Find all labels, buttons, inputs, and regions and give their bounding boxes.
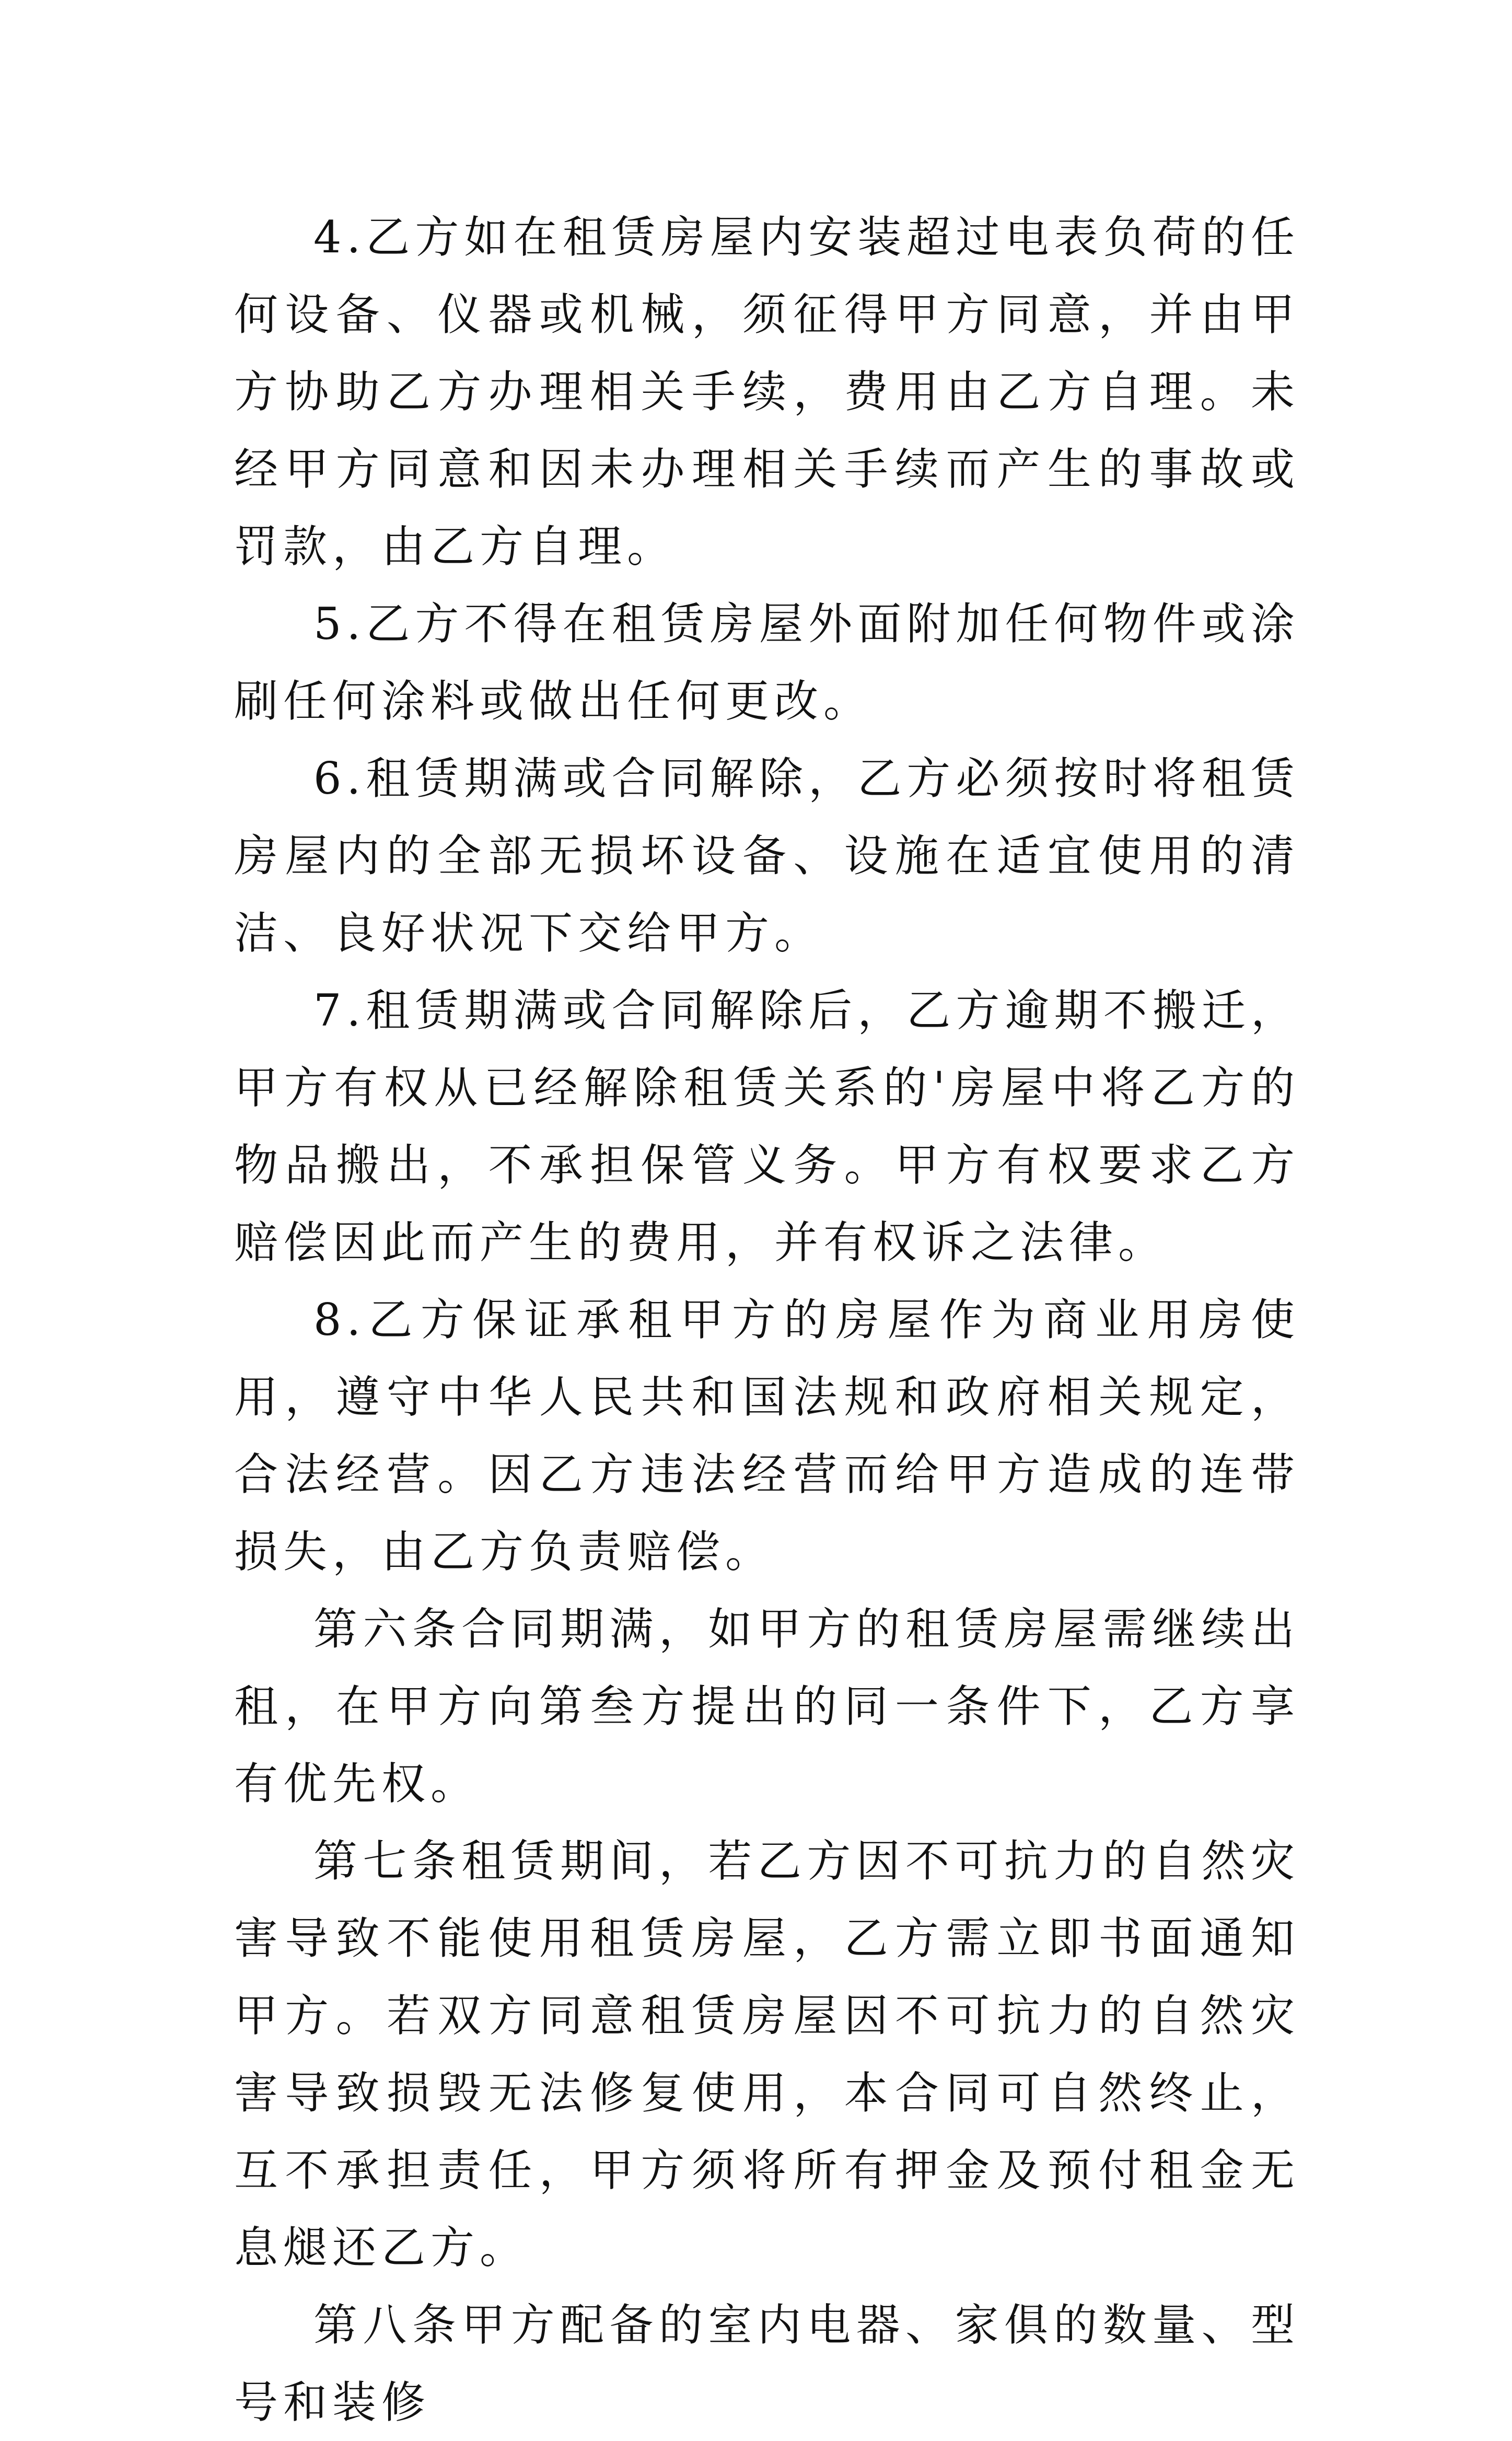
article-7-paragraph: 第七条租赁期间，若乙方因不可抗力的自然灾害导致不能使用租赁房屋，乙方需立即书面通知甲方。若双方同意租赁房屋因不可抗力的自然灾害导致损毁无法修复使用，本合同可自然终止，互不承担责任，甲方须将所有押金及预付租金无息煺还乙方。 xyxy=(234,1835,1300,2273)
article-6-paragraph: 第六条合同期满，如甲方的租赁房屋需继续出租，在甲方向第叁方提出的同一条件下，乙方享有优先权。 xyxy=(234,1603,1300,1809)
article-8-paragraph: 第八条甲方配备的室内电器、家俱的数量、型号和装修 xyxy=(234,2299,1300,2428)
document-body xyxy=(234,199,1300,2441)
clause-6-paragraph: 6.租赁期满或合同解除，乙方必须按时将租赁房屋内的全部无损坏设备、设施在适宜使用的清洁、良好状况下交给甲方。 xyxy=(234,753,1300,959)
clause-5-paragraph: 5.乙方不得在租赁房屋外面附加任何物件或涂刷任何涂料或做出任何更改。 xyxy=(234,598,1300,727)
clause-7-paragraph: 7.租赁期满或合同解除后，乙方逾期不搬迁，甲方有权从已经解除租赁关系的'房屋中将乙方的物品搬出，不承担保管义务。甲方有权要求乙方赔偿因此而产生的费用，并有权诉之法律。 xyxy=(234,985,1300,1268)
clause-8-paragraph: 8.乙方保证承租甲方的房屋作为商业用房使用，遵守中华人民共和国法规和政府相关规定，合法经营。因乙方违法经营而给甲方造成的连带损失，由乙方负责赔偿。 xyxy=(234,1294,1300,1577)
clause-4-paragraph: 4.乙方如在租赁房屋内安装超过电表负荷的任何设备、仪器或机械，须征得甲方同意，并由甲方协助乙方办理相关手续，费用由乙方自理。未经甲方同意和因未办理相关手续而产生的事故或罚款，由乙方自理。 xyxy=(234,212,1300,572)
